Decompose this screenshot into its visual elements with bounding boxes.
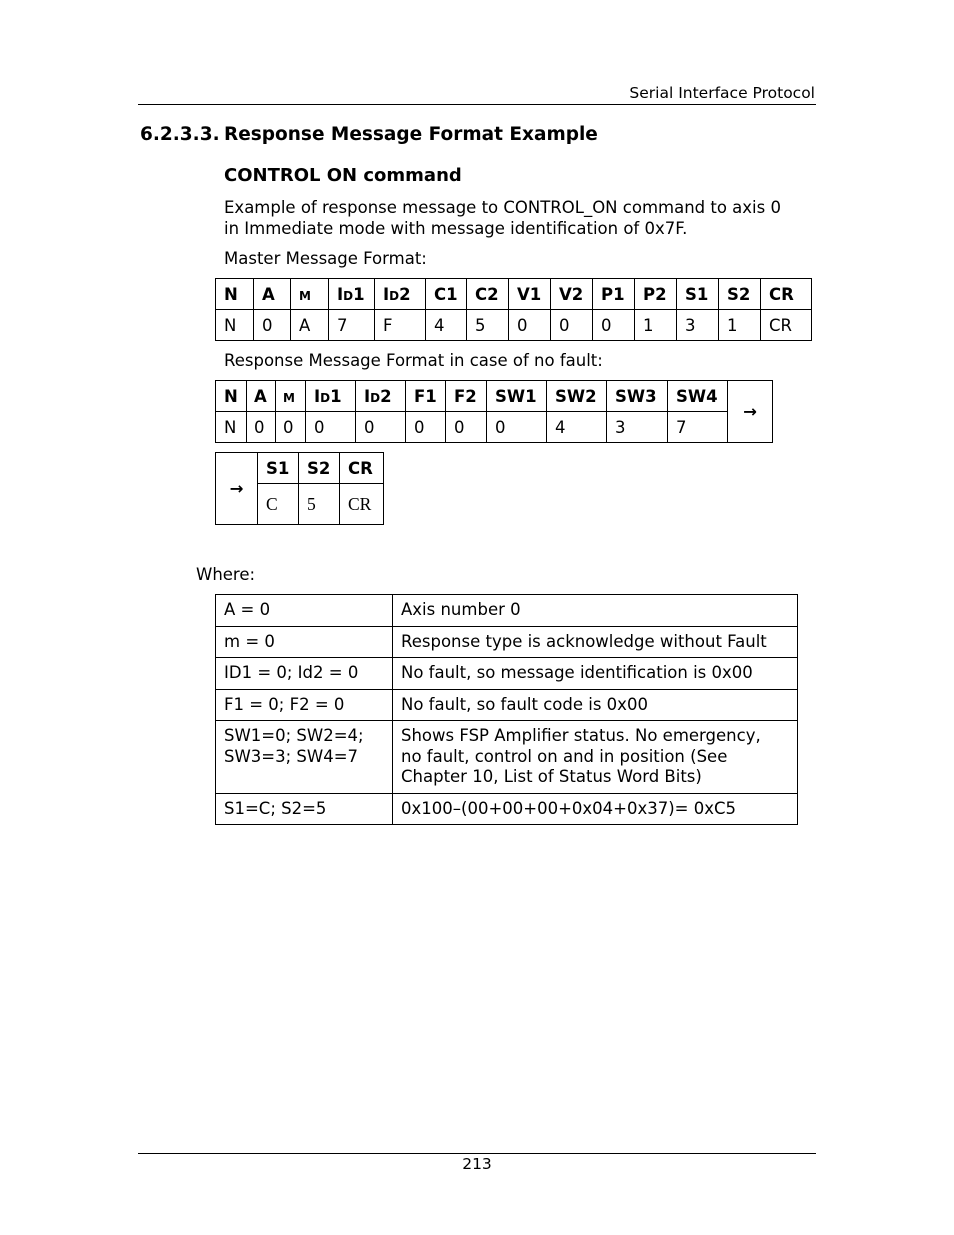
description-cell: Shows FSP Amplifier status. No emergency, no fault, control on and in position (See Chapter 10, List of Status Word Bits) [393,721,798,794]
header-cell: m [276,381,306,412]
value-cell: 0 [356,412,406,443]
table-row [216,626,798,658]
value-cell: 0 [487,412,547,443]
header-cell: SW2 [547,381,607,412]
value-cell: 0 [551,310,593,341]
value-cell: 0 [593,310,635,341]
page-number: 213 [462,1155,492,1173]
value-cell: 3 [607,412,668,443]
subheading: CONTROL ON command [224,165,462,186]
header-cell: A [254,279,291,310]
response-message-table [215,380,773,443]
header-cell: N [216,381,247,412]
header-cell: CR [761,279,812,310]
value-cell: 0 [306,412,356,443]
description-cell: No fault, so fault code is 0x00 [393,689,798,721]
value-cell: N [216,412,247,443]
value-cell: C [258,484,299,525]
header-cell: P1 [593,279,635,310]
section-heading [140,124,598,145]
param-cell: A = 0 [216,595,393,627]
header-cell: S1 [258,453,299,484]
header-cell: V2 [551,279,593,310]
value-cell: 5 [467,310,509,341]
master-value-row [216,310,812,341]
header-cell: CR [340,453,384,484]
value-cell: 7 [668,412,728,443]
value-cell: A [291,310,329,341]
param-cell: ID1 = 0; Id2 = 0 [216,658,393,690]
value-cell: CR [761,310,812,341]
master-format-label: Master Message Format: [224,249,427,268]
header-cell: Id2 [375,279,426,310]
value-cell: CR [340,484,384,525]
response-continuation-table [215,452,384,525]
param-cell: S1=C; S2=5 [216,793,393,825]
footer-rule [138,1153,816,1154]
header-cell: Id1 [306,381,356,412]
value-cell: 0 [247,412,276,443]
response-header-row [216,381,773,412]
header-cell: S2 [719,279,761,310]
master-header-row [216,279,812,310]
continuation-arrow-icon: → [216,453,258,525]
response-value-row [216,412,773,443]
header-cell: N [216,279,254,310]
header-cell: m [291,279,329,310]
header-cell: F2 [446,381,487,412]
intro-paragraph: Example of response message to CONTROL_ON command to axis 0 in Immediate mode with message identification of 0x7F. [224,198,781,238]
value-cell: F [375,310,426,341]
header-cell: V1 [509,279,551,310]
table-row [216,689,798,721]
header-cell: SW3 [607,381,668,412]
value-cell: 7 [329,310,375,341]
param-cell: F1 = 0; F2 = 0 [216,689,393,721]
header-cell: SW1 [487,381,547,412]
section-number: 6.2.3.3. [140,124,220,145]
header-cell: F1 [406,381,446,412]
table-row [216,595,798,627]
continuation-header-row [216,453,384,484]
description-cell: No fault, so message identification is 0x00 [393,658,798,690]
table-row [216,721,798,794]
header-cell: A [247,381,276,412]
header-cell: C1 [426,279,467,310]
master-message-table [215,278,812,341]
value-cell: 0 [446,412,487,443]
param-cell: SW1=0; SW2=4; SW3=3; SW4=7 [216,721,393,794]
header-rule [138,104,816,105]
header-cell: Id1 [329,279,375,310]
continuation-arrow-icon: → [728,381,773,443]
header-cell: S2 [299,453,340,484]
header-cell: S1 [677,279,719,310]
value-cell: 1 [719,310,761,341]
header-cell: Id2 [356,381,406,412]
value-cell: 3 [677,310,719,341]
param-cell: m = 0 [216,626,393,658]
table-row [216,793,798,825]
header-cell: SW4 [668,381,728,412]
section-title: Response Message Format Example [224,124,598,145]
header-cell: P2 [635,279,677,310]
value-cell: 0 [254,310,291,341]
value-cell: N [216,310,254,341]
where-table [215,594,798,825]
description-cell: Response type is acknowledge without Fault [393,626,798,658]
value-cell: 5 [299,484,340,525]
value-cell: 0 [406,412,446,443]
table-row [216,658,798,690]
header-cell: C2 [467,279,509,310]
value-cell: 4 [426,310,467,341]
where-label: Where: [196,565,256,584]
description-cell: 0x100–(00+00+00+0x04+0x37)= 0xC5 [393,793,798,825]
value-cell: 0 [509,310,551,341]
value-cell: 0 [276,412,306,443]
description-cell: Axis number 0 [393,595,798,627]
running-header: Serial Interface Protocol [629,84,815,102]
value-cell: 1 [635,310,677,341]
response-format-label: Response Message Format in case of no fault: [224,351,603,370]
value-cell: 4 [547,412,607,443]
